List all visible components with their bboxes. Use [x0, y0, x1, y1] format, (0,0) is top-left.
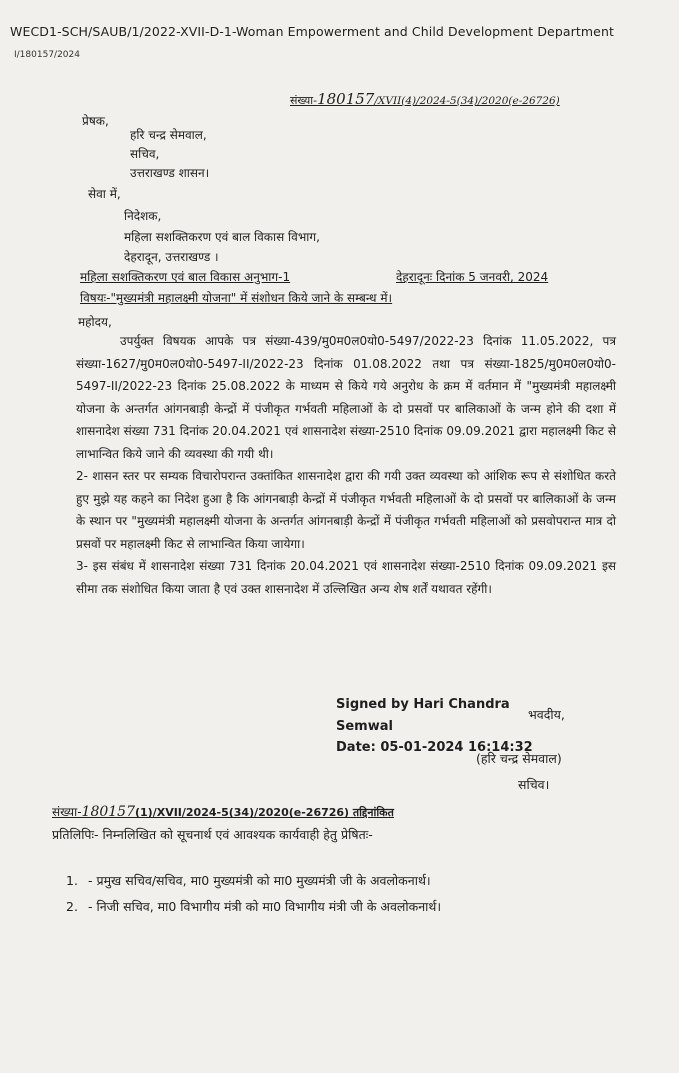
date-line: देहरादूनः दिनांक 5 जनवरी, 2024 — [396, 270, 549, 284]
paragraph-1: उपर्युक्त विषयक आपके पत्र संख्या-439/मु0म0ल0यो0-5497/2022-23 दिनांक 11.05.2022, पत्र संख्या-1627/मु0म0ल0यो0-5497-II/2022-23 दिनांक 01.08.2022 तथा पत्र संख्या-1825/मु0म0ल0यो0-5497-II/2022-23 दिनांक 25.08.2022 के माध्यम से किये गये अनुरोध के क्रम में वर्तमान में "मुख्यमंत्री महालक्ष्मी योजना के अन्तर्गत आंगनबाड़ी केन्द्रों में पंजीकृत गर्भवती महिलाओं के दो प्रसवों पर बालिकाओं के जन्म होने की दशा में शासनादेश संख्या 731 दिनांक 20.04.2021 एवं शासनादेश संख्या-2510 दिनांक 09.09.2021 द्वारा महालक्ष्मी किट से लाभान्वित किये जाने की व्यवस्था की गयी थी। — [76, 334, 616, 461]
signatory-designation: सचिव। — [518, 777, 550, 792]
subject-line — [80, 289, 392, 306]
sender-heading: प्रेषक, — [82, 114, 109, 128]
list-item-text: - प्रमुख सचिव/सचिव, मा0 मुख्यमंत्री को मा0 मुख्यमंत्री जी के अवलोकनार्थ। — [87, 873, 431, 888]
list-item-number: 2. — [66, 899, 78, 914]
copy-reference — [52, 803, 394, 820]
letter-reference — [290, 90, 560, 108]
file-reference-header: WECD1-SCH/SAUB/1/2022-XVII-D-1-Woman Empowerment and Child Development Department — [10, 24, 614, 39]
recipient-place: देहरादून, उत्तराखण्ड । — [124, 250, 219, 264]
closing: भवदीय, — [528, 707, 565, 722]
list-item — [66, 872, 431, 889]
subject-label: विषयः- — [80, 291, 111, 305]
digital-signature-date: Date: 05-01-2024 16:14:32 — [336, 740, 533, 755]
digital-signature-line-1: Signed by Hari Chandra — [336, 697, 510, 712]
recipient-department: महिला सशक्तिकरण एवं बाल विकास विभाग, — [124, 230, 320, 244]
paragraph-3: 3- इस संबंध में शासनादेश संख्या 731 दिनांक 20.04.2021 एवं शासनादेश संख्या-2510 दिनांक 09.09.2021 इस सीमा तक संशोधित किया जाता है एवं उक्त शासनादेश में उल्लिखित अन्य शेष शर्तें यथावत रहेंगी। — [76, 559, 616, 596]
paragraph-2: 2- शासन स्तर पर सम्यक विचारोपरान्त उक्तांकित शासनादेश द्वारा की गयी उक्त व्यवस्था को आंशिक रूप से संशोधित करते हुए मुझे यह कहने का निदेश हुआ है कि आंगनबाड़ी केन्द्रों में पंजीकृत गर्भवती महिलाओं के दो प्रसवों पर बालिकाओं के जन्म के स्थान पर "मुख्यमंत्री महालक्ष्मी योजना के अन्तर्गत आंगनबाड़ी केन्द्रों में पंजीकृत गर्भवती महिलाओं को प्रसवोपरान्त मात्र दो प्रसवों पर महालक्ष्मी किट से लाभान्वित किया जायेगा। — [76, 469, 616, 551]
sender-name: हरि चन्द्र सेमवाल, — [130, 128, 207, 142]
copy-ref-number: 180157 — [81, 804, 135, 820]
section-line: महिला सशक्तिकरण एवं बाल विकास अनुभाग-1 — [80, 270, 291, 284]
reference-rest: /XVII(4)/2024-5(34)/2020(e-26726) — [374, 95, 560, 107]
digital-signature-line-2: Semwal — [336, 719, 393, 734]
recipient-heading: सेवा में, — [88, 187, 121, 201]
file-number: I/180157/2024 — [14, 50, 80, 60]
copy-ref-rest: (1)/XVII/2024-5(34)/2020(e-26726) तद्दिनांकित — [134, 806, 394, 819]
sender-designation: सचिव, — [130, 147, 160, 161]
letter-body — [76, 330, 616, 600]
signatory-name: (हरि चन्द्र सेमवाल) — [476, 751, 562, 766]
reference-number: 180157 — [317, 90, 375, 108]
reference-label: संख्या- — [290, 94, 318, 107]
recipient-designation: निदेशक, — [124, 209, 162, 223]
list-item — [66, 898, 441, 915]
list-item-number: 1. — [66, 873, 78, 888]
sender-office: उत्तराखण्ड शासन। — [130, 166, 210, 180]
copy-ref-label: संख्या- — [52, 805, 82, 819]
subject-text: "मुख्यमंत्री महालक्ष्मी योजना" में संशोधन किये जाने के सम्बन्ध में। — [110, 291, 393, 305]
list-item-text: - निजी सचिव, मा0 विभागीय मंत्री को मा0 विभागीय मंत्री जी के अवलोकनार्थ। — [87, 899, 442, 914]
copy-intro: प्रतिलिपिः- निम्नलिखित को सूचनार्थ एवं आवश्यक कार्यवाही हेतु प्रेषितः- — [52, 827, 373, 842]
salutation: महोदय, — [78, 315, 112, 329]
